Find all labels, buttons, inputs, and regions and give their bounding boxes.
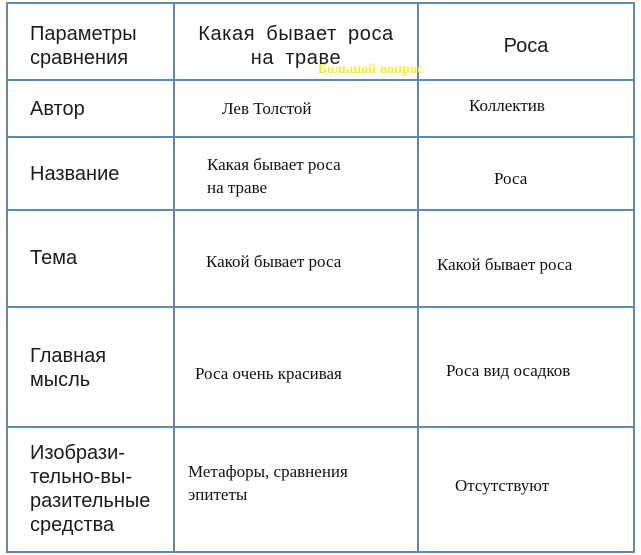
header-parameters-line-1: Параметры: [30, 23, 137, 45]
row-main-idea-parameter: [30, 344, 170, 392]
row-means-col2-line-1: Метафоры, сравнения: [188, 462, 348, 481]
row-theme-col3-text: Какой бывает роса: [437, 255, 573, 274]
row-author-col3: [469, 94, 629, 117]
row-main-idea-parameter-line-1: Главная: [30, 345, 107, 367]
row-means-col2-line-2: эпитеты: [188, 485, 248, 504]
row-means-col3-text: Отсутствуют: [455, 476, 550, 495]
row-title-parameter: [30, 162, 170, 186]
header-story-title-line-1: Какая бывает роса: [198, 23, 394, 45]
row-author-col2-text: Лев Толстой: [222, 99, 312, 118]
row-main-idea-col3: [446, 359, 630, 382]
row-author-col3-text: Коллектив: [469, 96, 545, 115]
row-theme-col2: [206, 250, 412, 273]
row-means-parameter-line-4: средства: [30, 514, 115, 536]
row-means-parameter-line-1: Изобрази-: [30, 442, 125, 464]
row-theme-parameter: [30, 246, 170, 270]
row-title-col2-line-2: на траве: [207, 178, 268, 197]
row-main-idea-parameter-line-2: мысль: [30, 369, 91, 391]
header-rosa: [420, 34, 632, 58]
row-theme-col2-text: Какой бывает роса: [206, 252, 342, 271]
row-theme-parameter-text: Тема: [30, 247, 78, 269]
row-means-parameter-line-3: разительные: [30, 490, 151, 512]
row-means-col2: [188, 460, 414, 506]
row-title-col3: [494, 167, 624, 190]
row-main-idea-col3-text: Роса вид осадков: [446, 361, 571, 380]
header-rosa-text: Роса: [503, 35, 549, 57]
row-means-parameter-line-2: тельно-вы-: [30, 466, 132, 488]
row-title-col2: [207, 153, 412, 199]
row-title-col3-text: Роса: [494, 169, 528, 188]
row-author-col2: [222, 97, 412, 120]
header-parameters: [30, 22, 170, 70]
header-story-title-line-2: на траве: [250, 47, 342, 69]
row-main-idea-col2: [195, 362, 412, 385]
row-means-col3: [455, 474, 630, 497]
row-means-parameter: [30, 441, 172, 537]
row-main-idea-col2-text: Роса очень красивая: [195, 364, 342, 383]
row-author-parameter-text: Автор: [30, 98, 85, 120]
row-author-parameter: [30, 97, 170, 121]
row-title-col2-line-1: Какая бывает роса: [207, 155, 341, 174]
watermark: Большой вопрос: [318, 62, 424, 77]
row-theme-col3: [437, 253, 632, 276]
row-title-parameter-text: Название: [30, 163, 120, 185]
header-parameters-line-2: сравнения: [30, 47, 129, 69]
